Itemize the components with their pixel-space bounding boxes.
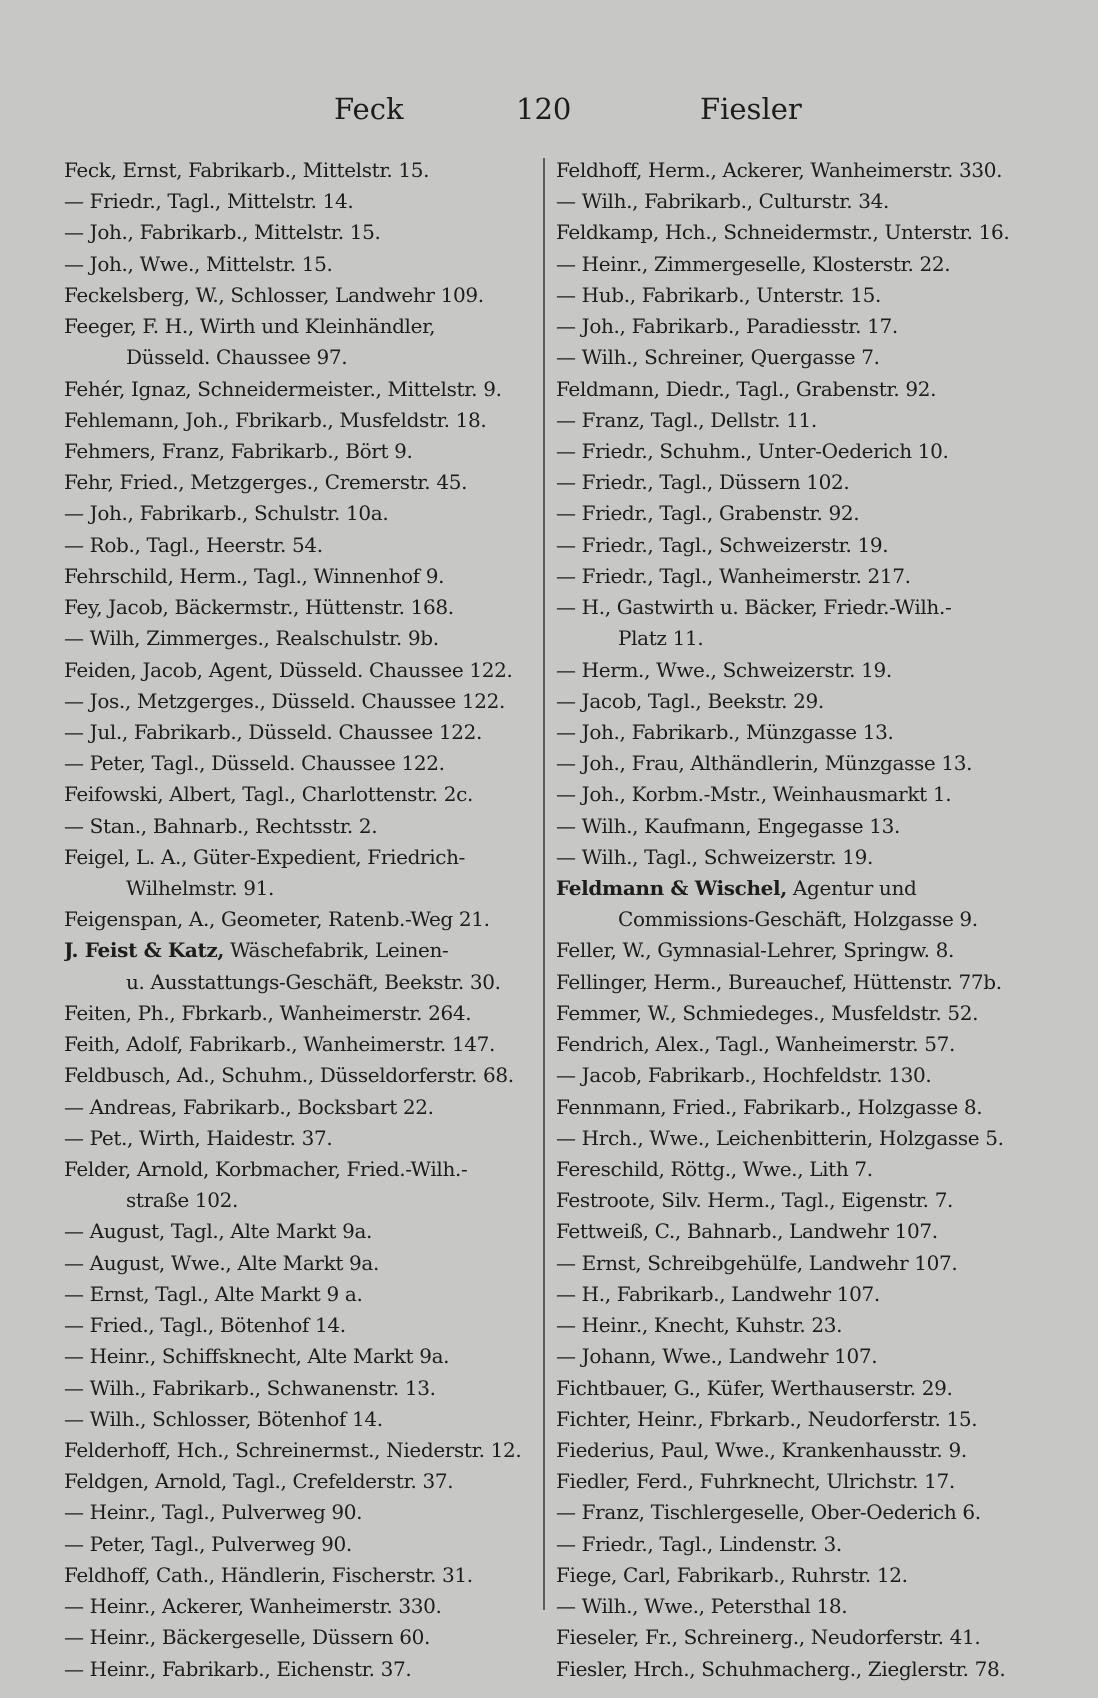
directory-entry: Festroote, Silv. Herm., Tagl., Eigenstr. 7. — [556, 1188, 954, 1213]
directory-entry: — Jul., Fabrikarb., Düsseld. Chaussee 122. — [64, 719, 482, 744]
directory-entry: — H., Gastwirth u. Bäcker, Friedr.-Wilh.- — [556, 595, 952, 620]
directory-entry: — Pet., Wirth, Haidestr. 37. — [64, 1125, 333, 1150]
directory-entry: Fereschild, Röttg., Wwe., Lith 7. — [556, 1157, 873, 1181]
directory-entry: Feldhoff, Herm., Ackerer, Wanheimerstr. 330. — [556, 158, 1003, 182]
directory-entry: — Wilh., Kaufmann, Engegasse 13. — [556, 813, 900, 838]
directory-entry: Feigenspan, A., Geometer, Ratenb.-Weg 21. — [64, 907, 490, 932]
directory-entry: Femmer, W., Schmiedeges., Musfeldstr. 52. — [556, 1000, 979, 1025]
directory-entry: — Peter, Tagl., Pulverweg 90. — [64, 1531, 352, 1556]
directory-entry: — Stan., Bahnarb., Rechtsstr. 2. — [64, 813, 378, 838]
directory-entry: — Friedr., Tagl., Wanheimerstr. 217. — [556, 563, 911, 588]
directory-entry: Commissions-Geschäft, Holzgasse 9. — [618, 907, 978, 932]
directory-entry: Fehér, Ignaz, Schneidermeister., Mittelstr. 9. — [64, 376, 502, 401]
directory-entry: straße 102. — [126, 1188, 239, 1213]
directory-entry: Fettweiß, C., Bahnarb., Landwehr 107. — [556, 1219, 938, 1244]
firm-name: J. Feist & Katz, — [64, 938, 225, 963]
directory-entry: — Friedr., Tagl., Lindenstr. 3. — [556, 1531, 842, 1556]
left-column — [64, 155, 534, 1685]
column-divider — [543, 158, 545, 1610]
directory-entry: Feiden, Jacob, Agent, Düsseld. Chaussee 122. — [64, 657, 513, 682]
header-left-keyword: Feck — [334, 92, 404, 126]
directory-entry: Wilhelmstr. 91. — [126, 876, 275, 901]
directory-entry: — Joh., Wwe., Mittelstr. 15. — [64, 251, 333, 276]
directory-entry: Feeger, F. H., Wirth und Kleinhändler, — [64, 314, 436, 339]
directory-entry: Feller, W., Gymnasial-Lehrer, Springw. 8. — [556, 938, 955, 963]
directory-entry: — Heinr., Ackerer, Wanheimerstr. 330. — [64, 1594, 442, 1619]
directory-entry: — Peter, Tagl., Düsseld. Chaussee 122. — [64, 751, 445, 776]
directory-entry: — Jacob, Fabrikarb., Hochfeldstr. 130. — [556, 1063, 932, 1088]
directory-entry: — Joh., Korbm.-Mstr., Weinhausmarkt 1. — [556, 782, 952, 807]
directory-entry: — Hrch., Wwe., Leichenbitterin, Holzgasse 5. — [556, 1125, 1004, 1150]
directory-entry: — Rob., Tagl., Heerstr. 54. — [64, 532, 323, 557]
firm-name: Feldmann & Wischel, — [556, 876, 787, 901]
directory-entry: — Herm., Wwe., Schweizerstr. 19. — [556, 657, 892, 682]
directory-entry: Feldmann, Diedr., Tagl., Grabenstr. 92. — [556, 376, 937, 401]
directory-entry: Fiege, Carl, Fabrikarb., Ruhrstr. 12. — [556, 1562, 908, 1587]
directory-entry: — Andreas, Fabrikarb., Bocksbart 22. — [64, 1094, 434, 1119]
directory-entry: Feiten, Ph., Fbrkarb., Wanheimerstr. 264. — [64, 1000, 472, 1025]
directory-entry: Fiedler, Ferd., Fuhrknecht, Ulrichstr. 17. — [556, 1469, 955, 1494]
directory-entry: — Heinr., Knecht, Kuhstr. 23. — [556, 1313, 843, 1338]
directory-entry: Fehlemann, Joh., Fbrikarb., Musfeldstr. 18. — [64, 407, 487, 432]
directory-entry: — Franz, Tagl., Dellstr. 11. — [556, 407, 817, 432]
header-right-keyword: Fiesler — [700, 92, 802, 126]
directory-entry: Fehmers, Franz, Fabrikarb., Bört 9. — [64, 438, 413, 463]
directory-entry: — Heinr., Tagl., Pulverweg 90. — [64, 1500, 363, 1525]
running-header — [0, 84, 1098, 134]
directory-entry: — Friedr., Tagl., Mittelstr. 14. — [64, 189, 354, 214]
directory-entry: Fehr, Fried., Metzgerges., Cremerstr. 45. — [64, 470, 468, 495]
directory-entry: — Friedr., Tagl., Düssern 102. — [556, 470, 850, 495]
directory-entry: — Wilh., Fabrikarb., Culturstr. 34. — [556, 189, 889, 214]
directory-entry: Feifowski, Albert, Tagl., Charlottenstr. 2c. — [64, 782, 474, 807]
directory-entry: — Friedr., Schuhm., Unter-Oederich 10. — [556, 438, 949, 463]
directory-entry: — Friedr., Tagl., Schweizerstr. 19. — [556, 532, 889, 557]
directory-entry: — Joh., Fabrikarb., Paradiesstr. 17. — [556, 314, 898, 339]
firm-description: Agentur und — [786, 876, 917, 901]
directory-entry: — Wilh., Wwe., Petersthal 18. — [556, 1594, 848, 1619]
directory-entry: Fennmann, Fried., Fabrikarb., Holzgasse 8. — [556, 1094, 983, 1119]
directory-entry: — August, Wwe., Alte Markt 9a. — [64, 1250, 380, 1275]
directory-entry: Feith, Adolf, Fabrikarb., Wanheimerstr. 147. — [64, 1032, 496, 1057]
directory-entry: — Fried., Tagl., Bötenhof 14. — [64, 1313, 346, 1338]
directory-entry: Felderhoff, Hch., Schreinermst., Niederstr. 12. — [64, 1437, 522, 1462]
directory-entry: — Joh., Fabrikarb., Münzgasse 13. — [556, 719, 894, 744]
directory-entry: Feldgen, Arnold, Tagl., Crefelderstr. 37. — [64, 1469, 454, 1494]
directory-entry: — Jacob, Tagl., Beekstr. 29. — [556, 688, 824, 713]
firm-description: Wäschefabrik, Leinen- — [224, 938, 449, 963]
directory-entry: — Joh., Fabrikarb., Mittelstr. 15. — [64, 220, 381, 245]
directory-entry: — Friedr., Tagl., Grabenstr. 92. — [556, 501, 860, 526]
directory-entry: Felder, Arnold, Korbmacher, Fried.-Wilh.- — [64, 1157, 468, 1181]
directory-entry: Feldbusch, Ad., Schuhm., Düsseldorferstr. 68. — [64, 1063, 514, 1088]
directory-entry: Feck, Ernst, Fabrikarb., Mittelstr. 15. — [64, 158, 430, 182]
directory-entry: — Wilh., Tagl., Schweizerstr. 19. — [556, 844, 873, 869]
directory-entry: — Johann, Wwe., Landwehr 107. — [556, 1344, 878, 1369]
directory-entry: — Joh., Frau, Althändlerin, Münzgasse 13. — [556, 751, 973, 776]
directory-entry: — Wilh, Zimmerges., Realschulstr. 9b. — [64, 626, 439, 651]
directory-entry — [556, 873, 1036, 904]
directory-entry: Fehrschild, Herm., Tagl., Winnenhof 9. — [64, 563, 445, 588]
directory-entry: — August, Tagl., Alte Markt 9a. — [64, 1219, 373, 1244]
directory-entry: Fiederius, Paul, Wwe., Krankenhausstr. 9. — [556, 1437, 967, 1462]
directory-entry: — Ernst, Tagl., Alte Markt 9 a. — [64, 1281, 363, 1306]
directory-entry: Fendrich, Alex., Tagl., Wanheimerstr. 57. — [556, 1032, 955, 1057]
directory-entry: — Heinr., Bäckergeselle, Düssern 60. — [64, 1625, 431, 1650]
directory-entry: — Heinr., Fabrikarb., Eichenstr. 37. — [64, 1656, 412, 1681]
directory-entry: Feldkamp, Hch., Schneidermstr., Unterstr. 16. — [556, 220, 1010, 245]
directory-entry: Fieseler, Fr., Schreinerg., Neudorferstr. 41. — [556, 1625, 981, 1650]
directory-entry: Fey, Jacob, Bäckermstr., Hüttenstr. 168. — [64, 595, 454, 620]
directory-entry: Platz 11. — [618, 626, 704, 651]
directory-entry: — Heinr., Schiffsknecht, Alte Markt 9a. — [64, 1344, 450, 1369]
right-column — [556, 155, 1036, 1685]
directory-entry: — Jos., Metzgerges., Düsseld. Chaussee 122. — [64, 688, 506, 713]
directory-entry: — H., Fabrikarb., Landwehr 107. — [556, 1281, 880, 1306]
directory-entry: — Heinr., Zimmergeselle, Klosterstr. 22. — [556, 251, 951, 276]
directory-entry: Fichtbauer, G., Küfer, Werthauserstr. 29. — [556, 1375, 953, 1400]
directory-entry: Fichter, Heinr., Fbrkarb., Neudorferstr. 15. — [556, 1406, 978, 1431]
directory-entry: — Wilh., Fabrikarb., Schwanenstr. 13. — [64, 1375, 436, 1400]
directory-entry: Feckelsberg, W., Schlosser, Landwehr 109. — [64, 282, 484, 307]
directory-entry: Feldhoff, Cath., Händlerin, Fischerstr. 31. — [64, 1562, 473, 1587]
directory-entry: — Franz, Tischlergeselle, Ober-Oederich 6. — [556, 1500, 981, 1525]
page-number: 120 — [516, 92, 572, 126]
directory-entry: Fiesler, Hrch., Schuhmacherg., Zieglerstr. 78. — [556, 1656, 1006, 1681]
directory-entry: — Wilh., Schreiner, Quergasse 7. — [556, 345, 880, 370]
directory-entry: — Joh., Fabrikarb., Schulstr. 10a. — [64, 501, 389, 526]
directory-entry: Feigel, L. A., Güter-Expedient, Friedrich- — [64, 844, 466, 869]
directory-entry: Fellinger, Herm., Bureauchef, Hüttenstr. 77b. — [556, 969, 1002, 994]
directory-entry: u. Ausstattungs-Geschäft, Beekstr. 30. — [126, 969, 501, 994]
directory-entry: — Wilh., Schlosser, Bötenhof 14. — [64, 1406, 383, 1431]
directory-entry: — Hub., Fabrikarb., Unterstr. 15. — [556, 282, 882, 307]
directory-entry: Düsseld. Chaussee 97. — [126, 345, 348, 370]
directory-entry — [64, 935, 534, 966]
directory-entry: — Ernst, Schreibgehülfe, Landwehr 107. — [556, 1250, 958, 1275]
